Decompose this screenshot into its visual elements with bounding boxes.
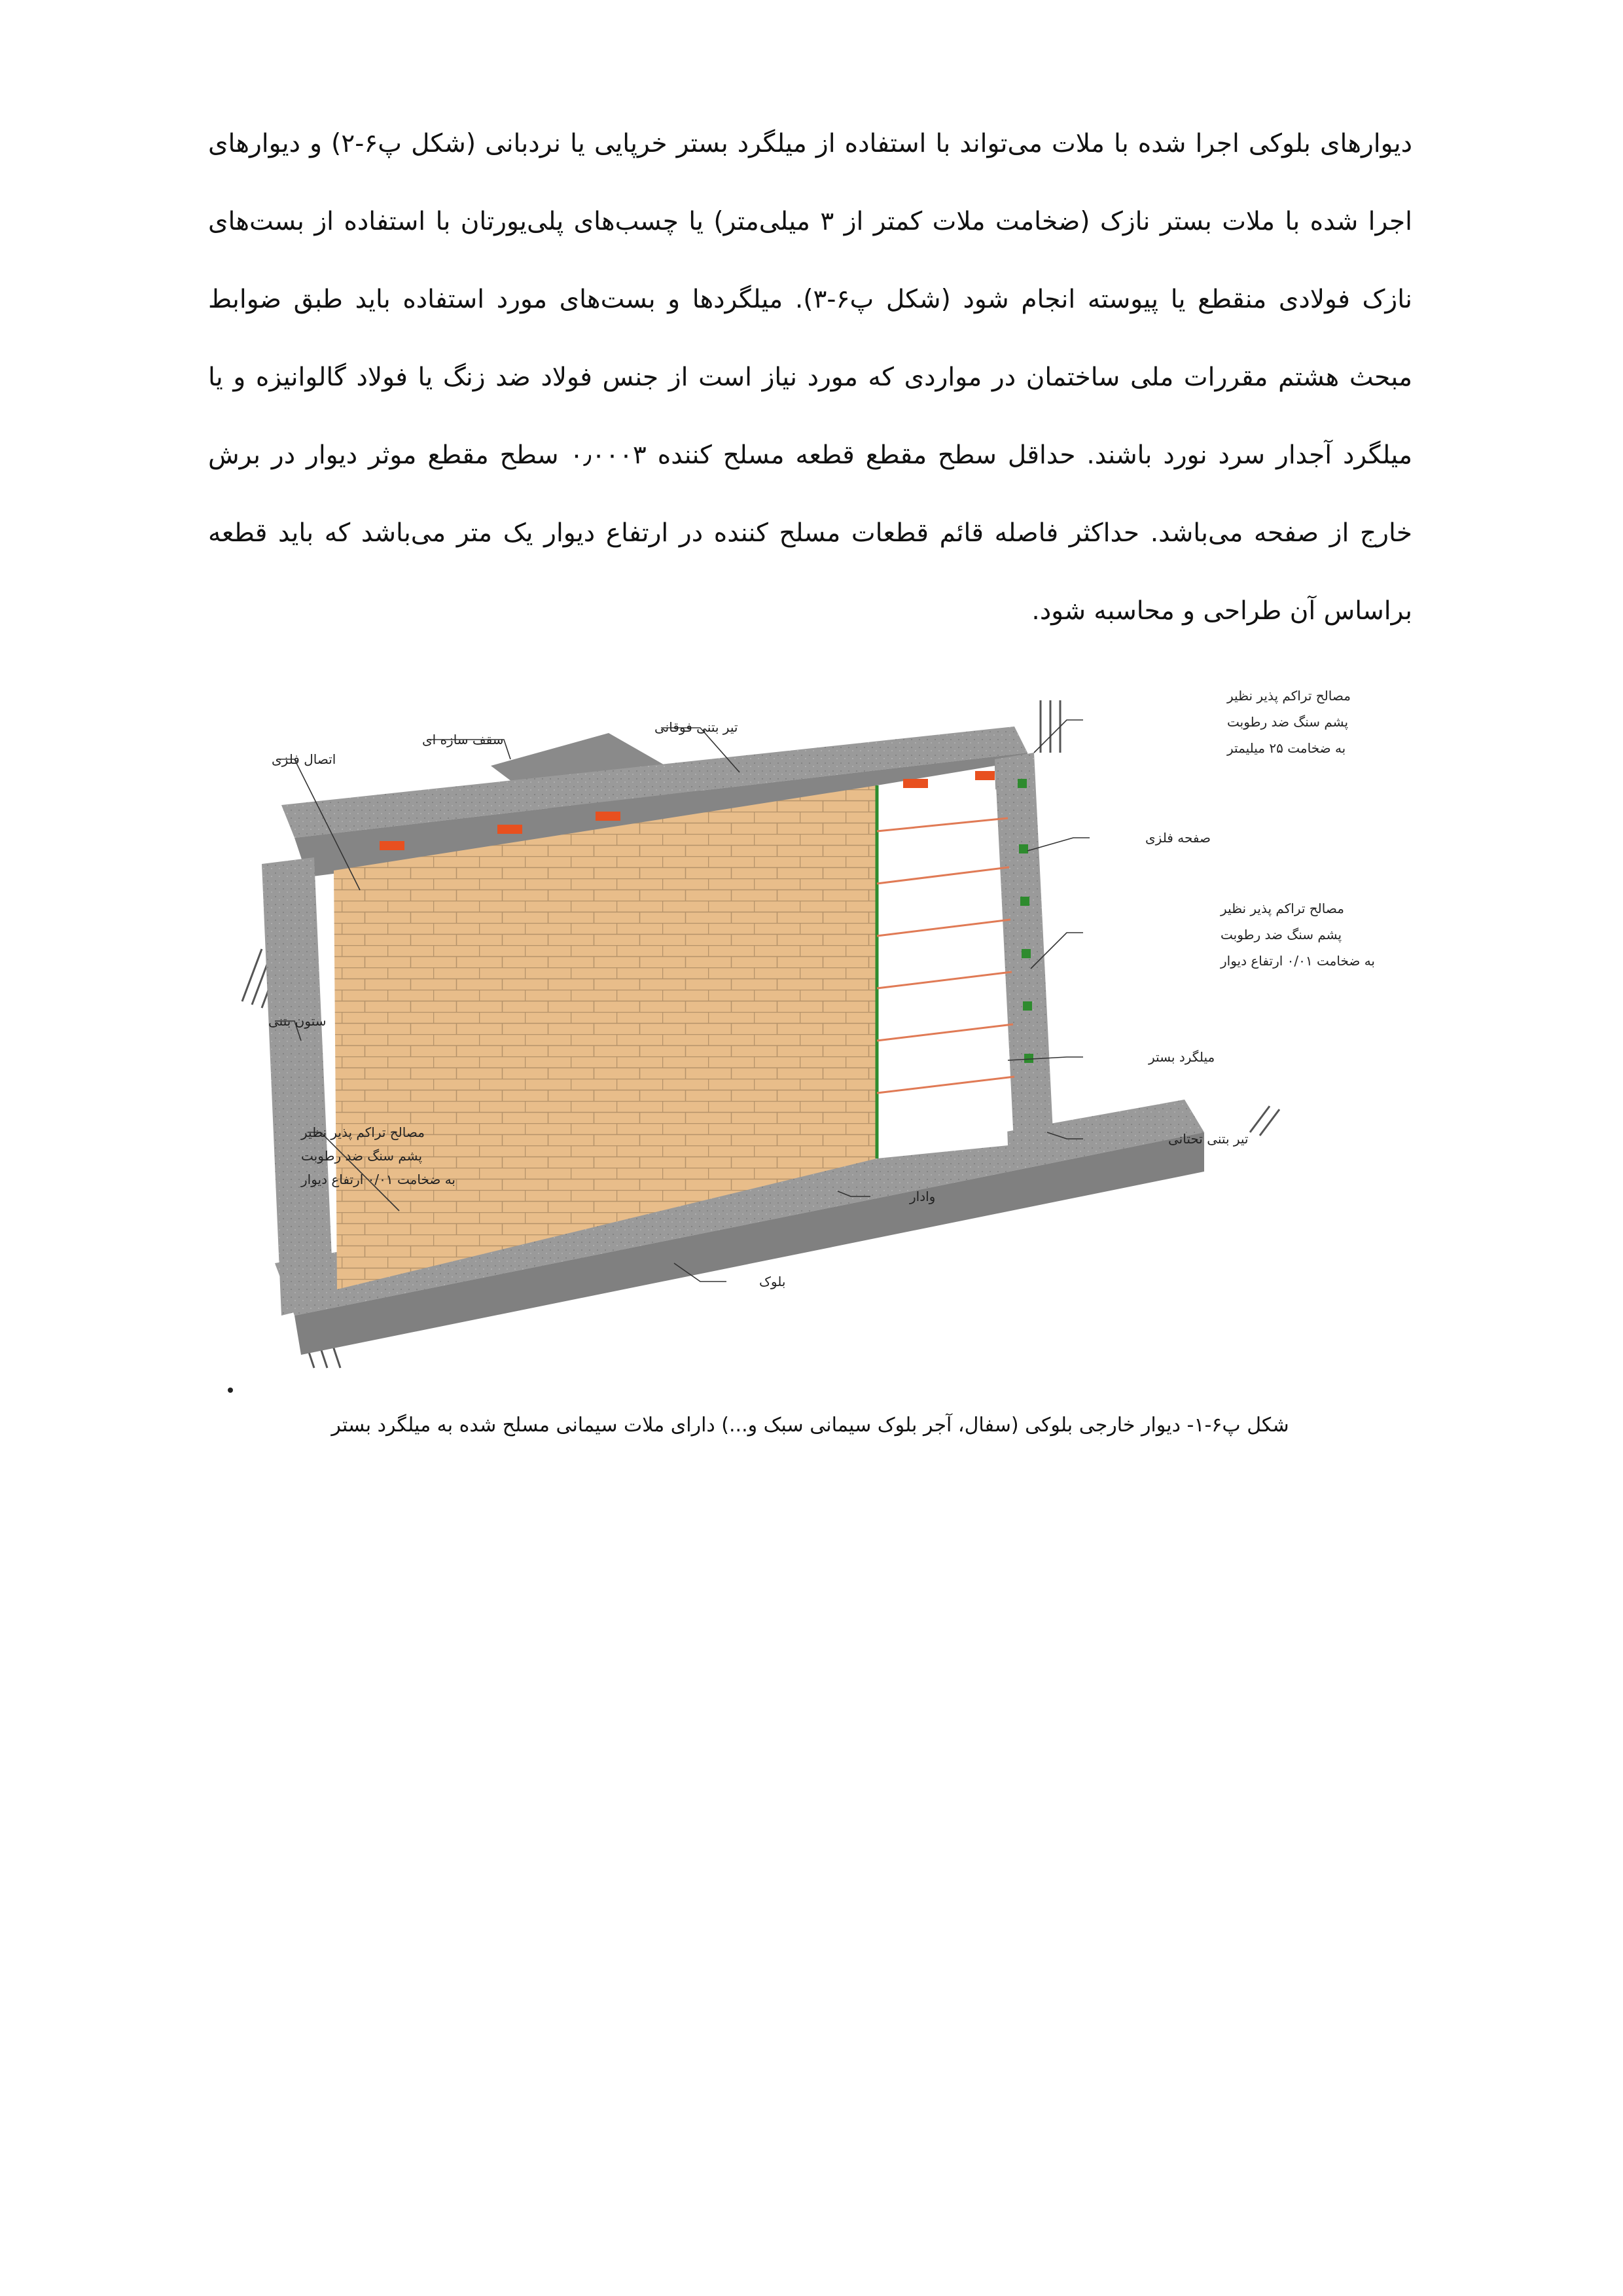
label-concrete-column: ستون بتنی <box>268 1013 327 1029</box>
label-compressible-top-right-1: مصالح تراکم پذیر نظیر <box>1227 688 1351 704</box>
label-compressible-left-3: به ضخامت ۰/۰۱ ارتفاع دیوار <box>301 1172 455 1187</box>
left-concrete-column <box>262 857 334 1316</box>
label-bed-rebar: میلگرد بستر <box>1149 1049 1215 1065</box>
label-bottom-beam: تیر بتنی تحتانی <box>1168 1131 1249 1147</box>
label-metal-plate: صفحه فلزی <box>1145 830 1211 846</box>
label-compressible-mid-right-3: به ضخامت ۰/۰۱ ارتفاع دیوار <box>1221 953 1375 969</box>
label-roof-slab: سقف سازه ای <box>422 732 504 747</box>
label-sealant: وادار <box>910 1189 936 1204</box>
label-compressible-top-right-2: پشم سنگ ضد رطوبت <box>1227 714 1349 730</box>
label-top-beam: تیر بتنی فوقانی <box>654 719 738 735</box>
label-block: بلوک <box>759 1274 786 1289</box>
bullet-dot <box>228 1388 233 1393</box>
label-metal-connection: اتصال فلزی <box>272 751 336 767</box>
wall-detail-drawing <box>203 674 1427 1381</box>
body-paragraph: دیوارهای بلوکی اجرا شده با ملات می‌تواند با استفاده از میلگرد بستر خرپایی یا نردبانی (شکل پ۶-۲) و دیوارهای اجرا شده با ملات بستر نازک (ضخامت ملات کمتر از ۳ میلی‌متر) یا چسب‌های پلی‌یورتان با استفاده از بست‌های نازک فولادی منقطع یا پیوسته انجام شود (شکل پ۶-۳). میلگردها و بست‌های مورد استفاده باید طبق ضوابط مبحث هشتم مقررات ملی ساختمان در مواردی که مورد نیاز است از جنس فولاد ضد زنگ یا فولاد گالوانیزه و یا میلگرد آجدار سرد نورد باشند. حداقل سطح مقطع قطعه مسلح کننده ۰٫۰۰۰۳ سطح مقطع موثر دیوار در برش خارج از صفحه می‌باشد. حداکثر فاصله قائم قطعات مسلح کننده در ارتفاع دیوار یک متر می‌باشد که باید قطعه براساس آن طراحی و محاسبه شود. <box>208 129 1413 626</box>
wall-detail-figure <box>203 674 1427 1381</box>
label-compressible-mid-right-1: مصالح تراکم پذیر نظیر <box>1221 901 1344 916</box>
figure-caption: شکل پ۶-۱- دیوار خارجی بلوکی (سفال، آجر بلوک سیمانی سبک و...) دارای ملات سیمانی مسلح شده به میلگرد بستر <box>331 1414 1289 1437</box>
label-compressible-left-2: پشم سنگ ضد رطوبت <box>301 1148 423 1164</box>
label-compressible-mid-right-2: پشم سنگ ضد رطوبت <box>1221 927 1342 942</box>
label-compressible-left-1: مصالح تراکم پذیر نظیر <box>301 1124 425 1140</box>
label-compressible-top-right-3: به ضخامت ۲۵ میلیمتر <box>1227 740 1346 756</box>
